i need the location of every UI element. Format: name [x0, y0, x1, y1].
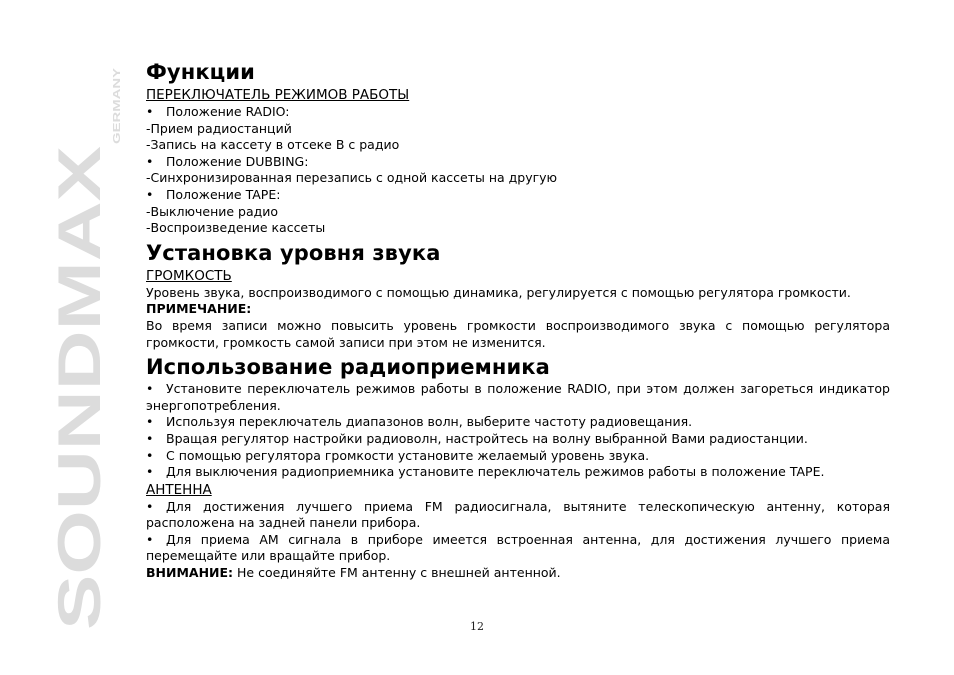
bullet-icon: • — [146, 498, 154, 514]
volume-heading: Установка уровня звука — [146, 240, 441, 265]
radio-usage-item: • Для выключения радиоприемника установите переключатель режимов работы в положение TAPE. — [146, 464, 825, 480]
bullet-icon: • — [146, 414, 154, 430]
brand-logo — [46, 64, 124, 630]
warning-label: ВНИМАНИЕ: — [146, 565, 234, 581]
bullet-icon: • — [146, 531, 154, 547]
radio-mode-line: -Запись на кассету в отсеке В с радио — [146, 137, 400, 153]
note-label: ПРИМЕЧАНИЕ: — [146, 301, 252, 317]
radio-usage-item: • Установите переключатель режимов работы в положение RADIO, при этом должен загореться индикатор энергопотребления. — [146, 381, 890, 413]
radio-usage-item: • Используя переключатель диапазонов волн, выберите частоту радиовещания. — [146, 414, 693, 430]
bullet-icon: • — [146, 381, 154, 397]
radio-mode-item: • Положение RADIO: — [146, 104, 290, 119]
volume-subheading: ГРОМКОСТЬ — [146, 267, 232, 284]
radio-usage-item: • С помощью регулятора громкости установите желаемый уровень звука. — [146, 447, 650, 463]
brand-tagline: GERMANY — [112, 92, 123, 144]
bullet-icon: • — [146, 186, 154, 202]
tape-mode-line: -Выключение радио — [146, 203, 279, 219]
page-number: 12 — [470, 620, 484, 633]
tape-mode-item: • Положение TAPE: — [146, 186, 281, 202]
radio-usage-item: • Вращая регулятор настройки радиоволн, настройтесь на волну выбранной Вами радиостанции. — [146, 430, 808, 446]
brand-name: SOUNDMAX — [46, 279, 113, 630]
dubbing-mode-item: • Положение DUBBING: — [146, 153, 309, 169]
radio-mode-line: -Прием радиостанций — [146, 120, 292, 136]
tape-mode-line: -Воспроизведение кассеты — [146, 220, 326, 236]
radio-usage-heading: Использование радиоприемника — [146, 355, 550, 380]
dubbing-mode-line: -Синхронизированная перезапись с одной кассеты на другую — [146, 170, 558, 186]
antenna-item: • Для приема AM сигнала в приборе имеется встроенная антенна, для достижения лучшего приема перемещайте или вращайте прибор. — [146, 531, 890, 564]
note-text: Во время записи можно повысить уровень громкости воспроизводимого звука с помощью регулятора громкости, громкость самой записи при этом не изменится. — [146, 317, 890, 350]
mode-switch-subheading: ПЕРЕКЛЮЧАТЕЛЬ РЕЖИМОВ РАБОТЫ — [146, 87, 410, 103]
manual-content — [146, 58, 890, 582]
bullet-icon: • — [146, 447, 154, 463]
bullet-icon: • — [146, 430, 154, 446]
functions-heading: Функции — [146, 60, 255, 84]
antenna-subheading: АНТЕННА — [146, 481, 212, 498]
warning-line — [146, 565, 890, 582]
bullet-icon: • — [146, 464, 154, 480]
bullet-icon: • — [146, 104, 154, 119]
volume-text: Уровень звука, воспроизводимого с помощью динамика, регулируется с помощью регулятора громкости. — [146, 284, 851, 300]
antenna-item: • Для достижения лучшего приема FM радиосигнала, вытяните телескопическую антенну, которая расположена на задней панели прибора. — [146, 498, 890, 531]
bullet-icon: • — [146, 153, 154, 169]
warning-text: Не соединяйте FM антенну с внешней антенной. — [237, 565, 561, 581]
